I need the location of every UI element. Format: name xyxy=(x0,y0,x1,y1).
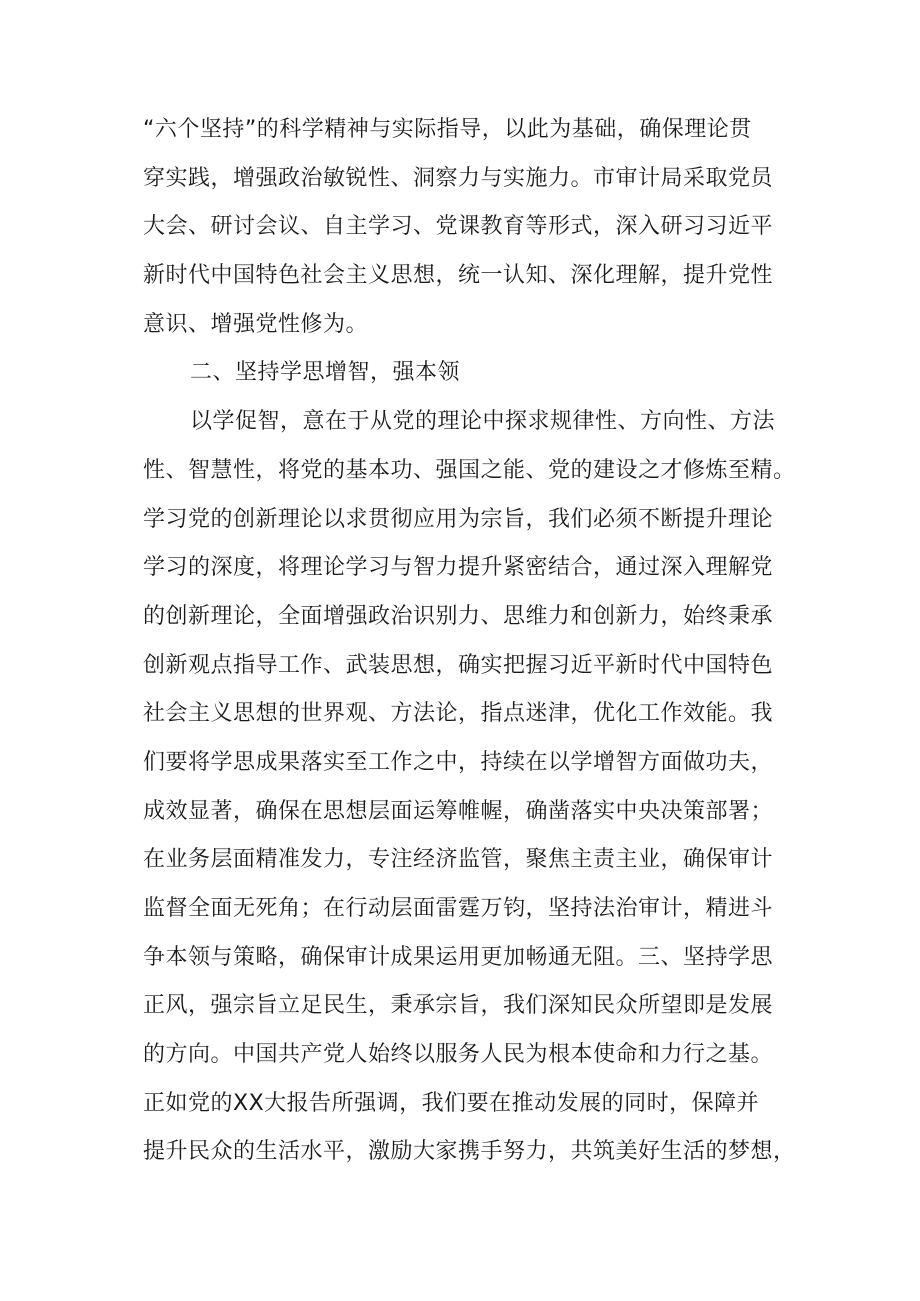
paragraph-line: 创新观点指导工作、武装思想，确实把握习近平新时代中国特色 xyxy=(143,652,774,678)
document-body xyxy=(143,106,803,1177)
paragraph-line: 意识、增强党性修为。 xyxy=(143,311,369,337)
section-heading: 二、坚持学思增智，强本领 xyxy=(190,360,461,386)
paragraph-line: 性、智慧性，将党的基本功、强国之能、党的建设之才修炼至精。 xyxy=(143,457,796,483)
paragraph-line: 争本领与策略，确保审计成果运用更加畅通无阻。三、坚持学思 xyxy=(143,944,774,970)
paragraph-line: 穿实践，增强政治敏锐性、洞察力与实施力。市审计局采取党员 xyxy=(143,165,774,191)
paragraph-line: 们要将学思成果落实至工作之中，持续在以学增智方面做功夫， xyxy=(143,749,774,775)
paragraph-line: 大会、研讨会议、自主学习、党课教育等形式，深入研习习近平 xyxy=(143,214,774,240)
paragraph-line: 监督全面无死角；在行动层面雷霆万钧，坚持法治审计，精进斗 xyxy=(143,896,774,921)
paragraph-line: 的方向。中国共产党人始终以服务人民为根本使命和力行之基。 xyxy=(143,1042,774,1068)
paragraph-line: 社会主义思想的世界观、方法论，指点迷津，优化工作效能。我 xyxy=(143,701,774,727)
paragraph-1 xyxy=(143,106,803,349)
paragraph-line: 正如党的XX大报告所强调，我们要在推动发展的同时，保障并 xyxy=(143,1090,760,1116)
paragraph-line: 的创新理论，全面增强政治识别力、思维力和创新力，始终秉承 xyxy=(143,603,774,629)
paragraph-line: 在业务层面精准发力，专注经济监管，聚焦主责主业，确保审计 xyxy=(143,847,774,873)
paragraph-line: 成效显著，确保在思想层面运筹帷幄，确凿落实中央决策部署； xyxy=(143,798,774,824)
paragraph-line: “六个坚持”的科学精神与实际指导，以此为基础，确保理论贯 xyxy=(143,117,752,142)
paragraph-line: 正风，强宗旨立足民生，秉承宗旨，我们深知民众所望即是发展 xyxy=(143,993,774,1019)
paragraph-line: 以学促智，意在于从党的理论中探求规律性、方向性、方法 xyxy=(190,409,776,435)
paragraph-line: 提升民众的生活水平，激励大家携手努力，共筑美好生活的梦想， xyxy=(143,1139,796,1165)
paragraph-line: 学习党的创新理论以求贯彻应用为宗旨，我们必须不断提升理论 xyxy=(143,506,774,532)
paragraph-line: 新时代中国特色社会主义思想，统一认知、深化理解，提升党性 xyxy=(143,263,774,289)
paragraph-line: 学习的深度，将理论学习与智力提升紧密结合，通过深入理解党 xyxy=(143,555,774,581)
paragraph-2 xyxy=(143,398,803,1177)
